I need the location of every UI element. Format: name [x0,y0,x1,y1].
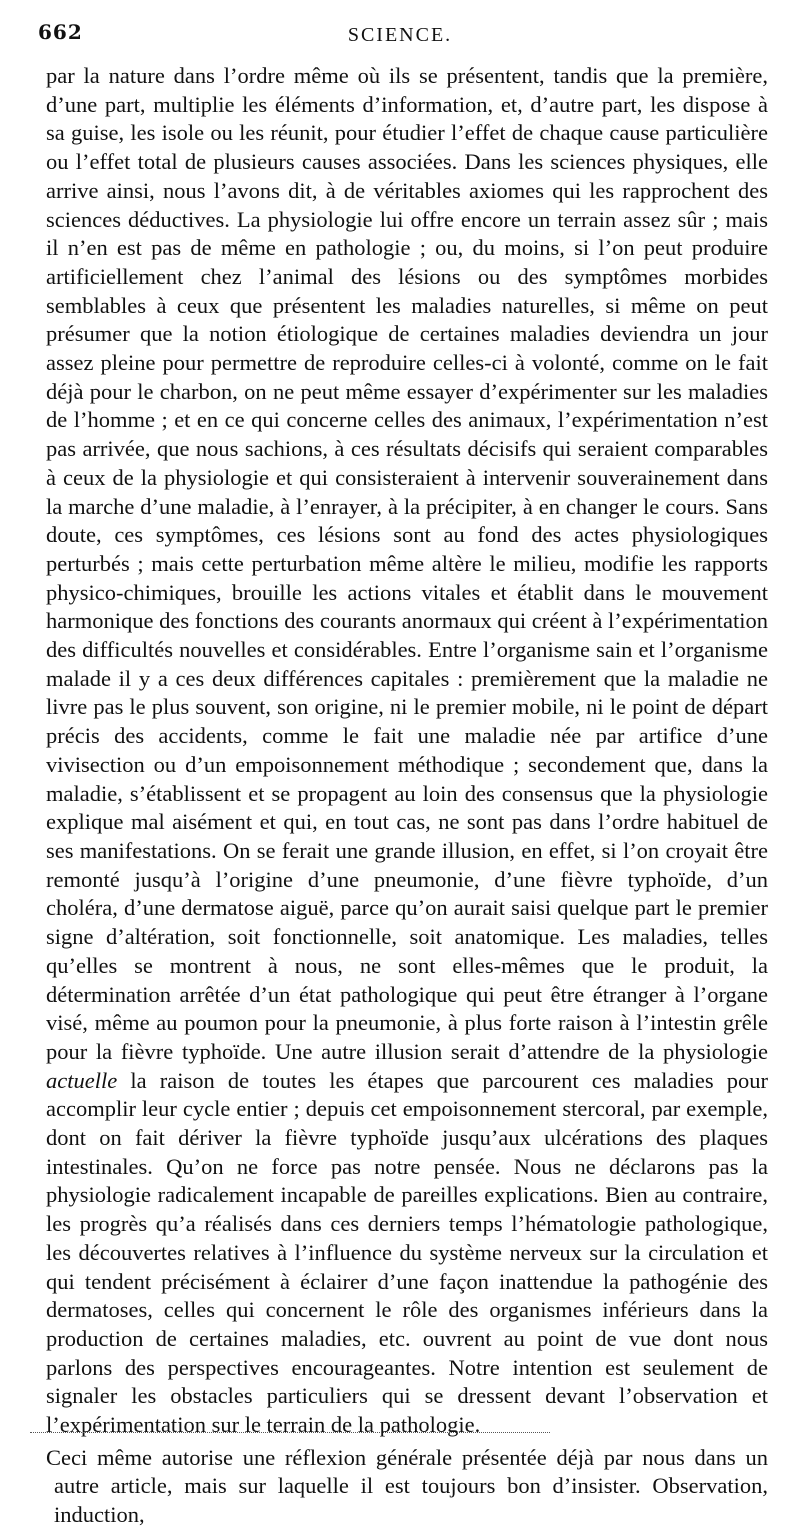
paragraph-text: par la nature dans l’ordre même où ils se présentent, tandis que la première, d’une part, multiplie les éléments d’information, et, d’autre part, les dispose à sa guise, les isole ou les réunit, pour étudier l’effet de chaque cause particulière ou l’effet total de plusieurs causes associées. Dans les sciences physiques, elle arrive ainsi, nous l’avons dit, à de véritables axiomes qui les rapprochent des sciences déductives. La physiologie lui offre encore un terrain assez sûr ; mais il n’en est pas de même en pathologie ; ou, du moins, si l’on peut produire artificiellement chez l’animal des lésions ou des symptômes morbides semblables à ceux que présentent les maladies naturelles, si même on peut présumer que la notion étiologique de certaines maladies deviendra un jour assez pleine pour permettre de reproduire celles-ci à volonté, comme on le fait déjà pour le charbon, on ne peut même essayer d’expérimenter sur les maladies de l’homme ; et en ce qui concerne celles des animaux, l’expérimentation n’est pas arrivée, que nous sachions, à ces résultats décisifs qui seraient comparables à ceux de la physiologie et qui consisteraient à intervenir souverainement dans la marche d’une maladie, à l’enrayer, à la précipiter, à en changer le cours. Sans doute, ces symptômes, ces lésions sont au fond des actes physiologiques perturbés ; mais cette perturbation même altère le milieu, modifie les rapports physico-chimiques, brouille les actions vitales et établit dans le mouvement harmonique des fonctions des courants anormaux qui créent à l’expérimentation des difficultés nouvelles et considérables. Entre l’organisme sain et l’organisme malade il y a ces deux différences capitales : premièrement que la maladie ne livre pas le plus souvent, son origine, ni le premier mobile, ni le point de départ précis des accidents, comme le fait une maladie née par artifice d’une vivisection ou d’un empoisonnement méthodique ; secondement que, dans la maladie, s’établissent et se propagent au loin des consensus que la physiologie explique mal aisément et qui, en tout cas, ne sont pas dans l’ordre habituel de ses manifestations. On se ferait une grande illusion, en effet, si l’on croyait être remonté jusqu’à l’origine d’une pneumonie, d’une fièvre typhoïde, d’un choléra, d’une dermatose aiguë, parce qu’on aurait saisi quelque part le premier signe d’altération, soit fonctionnelle, soit anatomique. Les maladies, telles qu’elles se montrent à nous, ne sont elles-mêmes que le produit, la détermination arrêtée d’un état pathologique qui peut être étranger à l’organe visé, même au poumon pour la pneumonie, à plus forte raison à l’intestin grêle pour la fièvre typhoïde. Une autre illusion serait d’attendre de la physiologie [46,63,768,1064]
paragraph [46,1444,768,1530]
running-head [30,16,770,46]
paragraph-text-continued: la raison de toutes les étapes que parcourent ces maladies pour accomplir leur cycle entier ; depuis cet empoisonnement stercoral, par exemple, dont on fait dériver la fièvre typhoïde jusqu’aux ulcérations des plaques intestinales. Qu’on ne force pas notre pensée. Nous ne déclarons pas la physiologie radicalement incapable de pareilles explications. Bien au contraire, les progrès qu’a réalisés dans ces derniers temps l’hématologie pathologique, les découvertes relatives à l’influence du système nerveux sur la circulation et qui tendent précisément à éclairer d’une façon inattendue la pathogénie des dermatoses, celles qui concernent le rôle des organismes inférieurs dans la production de certaines maladies, etc. ouvrent au point de vue dont nous parlons des perspectives encourageantes. Notre intention est seulement de signaler les obstacles particuliers qui se dressent devant l’observation et l’expérimentation sur le terrain de la pathologie. [46,1067,769,1438]
journal-title: SCIENCE. [347,24,453,46]
footer-rule [30,1432,550,1433]
body-text [46,62,768,1530]
paragraph-text: Ceci même autorise une réflexion générale présentée déjà par nous dans un autre article, mais sur laquelle il est toujours bon d’insister. Observation, induction, [46,1444,768,1528]
page-number: 662 [38,20,83,44]
paragraph [46,62,768,1440]
emphasis-word: actuelle [46,1067,118,1093]
